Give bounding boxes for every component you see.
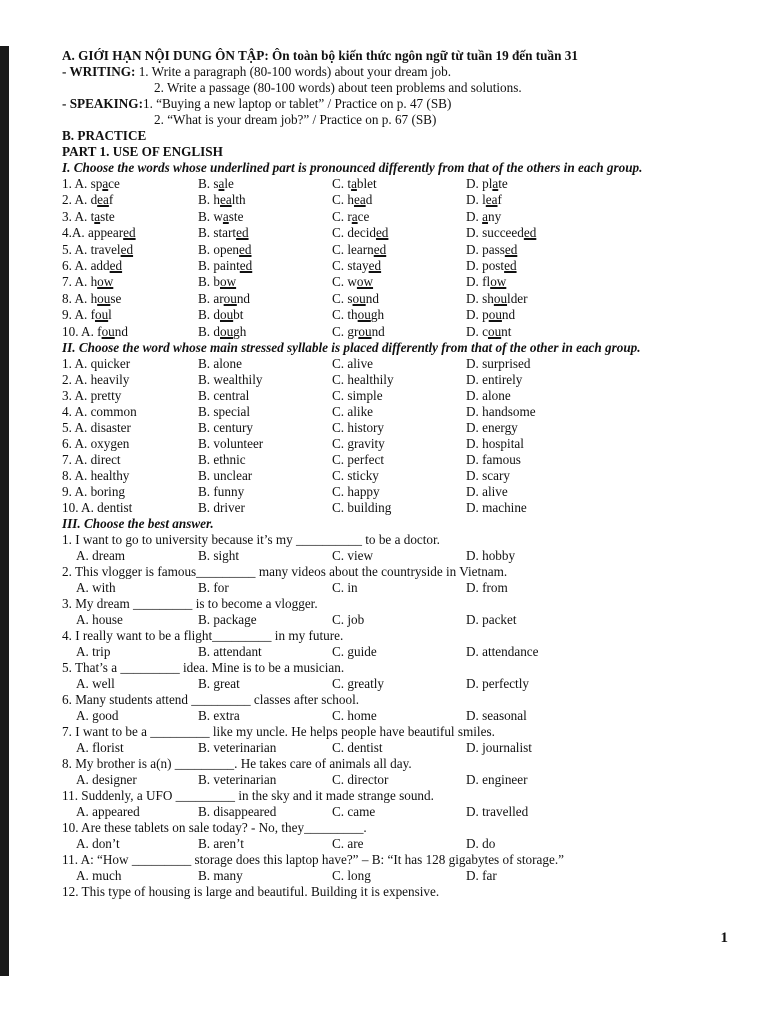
- answer-a: A. appeared: [76, 803, 140, 819]
- answer-c: C. long: [332, 867, 371, 883]
- pronunciation-row: [62, 242, 752, 258]
- option-a: 7. A. direct: [62, 451, 121, 467]
- option-c: C. though: [332, 307, 385, 323]
- stress-row: [62, 468, 752, 484]
- option-a: 5. A. disaster: [62, 419, 131, 435]
- option-d: D. machine: [466, 499, 527, 515]
- question-stem: 11. Suddenly, a UFO _________ in the sky and it made strange sound.: [62, 787, 434, 803]
- scan-border: [0, 46, 9, 976]
- exercise-2-title: II. Choose the word whose main stressed syllable is placed differently from that of the other in each group.: [62, 339, 641, 355]
- answer-b: B. for: [198, 579, 229, 595]
- option-b: B. ethnic: [198, 451, 246, 467]
- option-c: C. history: [332, 419, 385, 435]
- option-a: 3. A. taste: [62, 208, 115, 224]
- stress-row: [62, 356, 752, 372]
- option-a: 9. A. boring: [62, 483, 126, 499]
- option-c: C. learned: [332, 241, 387, 257]
- answer-options: [62, 644, 752, 660]
- answer-b: B. sight: [198, 547, 240, 563]
- option-b: B. started: [198, 225, 249, 241]
- option-d: D. entirely: [466, 371, 523, 387]
- option-b: B. special: [198, 403, 251, 419]
- option-d: D. flow: [466, 274, 507, 290]
- option-d: D. shoulder: [466, 290, 528, 306]
- option-b: B. unclear: [198, 467, 253, 483]
- option-b: B. central: [198, 387, 250, 403]
- question-stem: 1. I want to go to university because it’s my __________ to be a doctor.: [62, 531, 440, 547]
- option-b: B. painted: [198, 257, 253, 273]
- option-c: C. ground: [332, 323, 385, 339]
- option-c: C. race: [332, 208, 370, 224]
- answer-a: A. dream: [76, 547, 126, 563]
- pronunciation-row: [62, 307, 752, 323]
- option-c: C. tablet: [332, 176, 377, 191]
- option-a: 2. A. deaf: [62, 192, 114, 208]
- pronunciation-row: [62, 274, 752, 290]
- pronunciation-row: [62, 258, 752, 274]
- option-a: 4.A. appeared: [62, 225, 136, 241]
- section-a-heading: A. GIỚI HẠN NỘI DUNG ÔN TẬP: Ôn toàn bộ kiến thức ngôn ngữ từ tuần 19 đến tuần 31: [62, 48, 578, 63]
- answer-b: B. many: [198, 867, 243, 883]
- section-b-heading: B. PRACTICE: [62, 128, 147, 143]
- option-b: B. wealthily: [198, 371, 263, 387]
- answer-c: C. came: [332, 803, 376, 819]
- option-d: D. pound: [466, 307, 516, 323]
- answer-c: C. director: [332, 771, 389, 787]
- stress-row: [62, 388, 752, 404]
- option-b: B. driver: [198, 499, 245, 515]
- option-a: 7. A. how: [62, 274, 114, 290]
- answer-options: [62, 868, 752, 884]
- pronunciation-row: [62, 225, 752, 241]
- option-c: C. wow: [332, 274, 374, 290]
- option-b: B. century: [198, 419, 253, 435]
- answer-options: [62, 676, 752, 692]
- answer-c: C. home: [332, 707, 377, 723]
- option-a: 6. A. added: [62, 257, 123, 273]
- answer-d: D. perfectly: [466, 675, 529, 691]
- answer-options: [62, 804, 752, 820]
- answer-b: B. veterinarian: [198, 771, 277, 787]
- option-c: C. stayed: [332, 257, 382, 273]
- question-stem: 10. Are these tablets on sale today? - No, they_________.: [62, 819, 367, 835]
- answer-options: [62, 740, 752, 756]
- answer-a: A. designer: [76, 771, 137, 787]
- option-c: C. building: [332, 499, 392, 515]
- question-12: 12. This type of housing is large and beautiful. Building it is expensive.: [62, 883, 440, 899]
- option-c: C. sticky: [332, 467, 379, 483]
- stress-row: [62, 436, 752, 452]
- option-d: D. famous: [466, 451, 521, 467]
- answer-b: B. veterinarian: [198, 739, 277, 755]
- question-stem: 4. I really want to be a flight_________ in my future.: [62, 627, 344, 643]
- worksheet: [62, 48, 752, 900]
- answer-d: D. far: [466, 867, 497, 883]
- speaking-task-2: 2. “What is your dream job?” / Practice on p. 67 (SB): [154, 112, 437, 127]
- option-d: D. posted: [466, 257, 517, 273]
- stress-row: [62, 372, 752, 388]
- option-c: C. simple: [332, 387, 383, 403]
- answer-d: D. journalist: [466, 739, 532, 755]
- option-d: D. alone: [466, 387, 511, 403]
- answer-c: C. in: [332, 579, 358, 595]
- exercise-2-table: [62, 356, 752, 516]
- option-a: 10. A. dentist: [62, 499, 133, 515]
- stress-row: [62, 452, 752, 468]
- pronunciation-row: [62, 192, 752, 208]
- option-b: B. around: [198, 290, 251, 306]
- pronunciation-row: [62, 324, 752, 340]
- answer-a: A. house: [76, 611, 123, 627]
- option-b: B. funny: [198, 483, 245, 499]
- answer-options: [62, 708, 752, 724]
- answer-options: [62, 836, 752, 852]
- answer-c: C. guide: [332, 643, 377, 659]
- stress-row: [62, 404, 752, 420]
- answer-b: B. extra: [198, 707, 240, 723]
- writing-line-1: [62, 64, 752, 80]
- stress-row: [62, 484, 752, 500]
- exercise-1-title: I. Choose the words whose underlined part is pronounced differently from that of the others in each group.: [62, 160, 643, 175]
- option-b: B. alone: [198, 355, 242, 371]
- option-d: D. leaf: [466, 192, 502, 208]
- answer-d: D. do: [466, 835, 496, 851]
- option-d: D. count: [466, 323, 512, 339]
- page-number: 1: [720, 930, 728, 946]
- answer-b: B. disappeared: [198, 803, 277, 819]
- answer-options: [62, 548, 752, 564]
- answer-a: A. florist: [76, 739, 124, 755]
- answer-c: C. view: [332, 547, 374, 563]
- answer-d: D. travelled: [466, 803, 529, 819]
- answer-d: D. from: [466, 579, 508, 595]
- option-b: B. health: [198, 192, 246, 208]
- writing-task-2: 2. Write a passage (80-100 words) about teen problems and solutions.: [154, 80, 522, 95]
- option-b: B. opened: [198, 241, 252, 257]
- answer-d: D. seasonal: [466, 707, 527, 723]
- option-a: 1. A. quicker: [62, 355, 131, 371]
- question-stem: 7. I want to be a _________ like my uncle. He helps people have beautiful smiles.: [62, 723, 495, 739]
- option-d: D. hospital: [466, 435, 524, 451]
- answer-a: A. much: [76, 867, 122, 883]
- option-a: 2. A. heavily: [62, 371, 130, 387]
- writing-task-1: 1. Write a paragraph (80-100 words) about your dream job.: [138, 64, 452, 79]
- option-a: 5. A. traveled: [62, 241, 134, 257]
- speaking-label: - SPEAKING:: [62, 96, 143, 111]
- option-c: C. sound: [332, 290, 379, 306]
- answer-a: A. with: [76, 579, 116, 595]
- answer-d: D. packet: [466, 611, 517, 627]
- answer-a: A. don’t: [76, 835, 120, 851]
- speaking-line-1: [62, 96, 752, 112]
- answer-d: D. attendance: [466, 643, 539, 659]
- option-c: C. healthily: [332, 371, 394, 387]
- question-stem: 11. A: “How _________ storage does this laptop have?” – B: “It has 128 gigabytes of storage.”: [62, 851, 564, 867]
- answer-options: [62, 612, 752, 628]
- question-stem: 3. My dream _________ is to become a vlogger.: [62, 595, 318, 611]
- option-a: 10. A. found: [62, 323, 128, 339]
- answer-options: [62, 580, 752, 596]
- option-c: C. alive: [332, 355, 374, 371]
- pronunciation-row: [62, 291, 752, 307]
- option-d: D. any: [466, 208, 502, 224]
- option-b: B. doubt: [198, 307, 244, 323]
- answer-options: [62, 772, 752, 788]
- option-c: C. head: [332, 192, 373, 208]
- option-c: C. gravity: [332, 435, 385, 451]
- answer-c: C. job: [332, 611, 365, 627]
- pronunciation-row: [62, 176, 752, 192]
- stress-row: [62, 500, 752, 516]
- option-a: 6. A. oxygen: [62, 435, 130, 451]
- option-c: C. happy: [332, 483, 380, 499]
- option-b: B. dough: [198, 323, 247, 339]
- part-1-heading: PART 1. USE OF ENGLISH: [62, 144, 223, 159]
- option-d: D. surprised: [466, 355, 531, 371]
- option-d: D. plate: [466, 176, 508, 191]
- option-b: B. volunteer: [198, 435, 264, 451]
- option-c: C. perfect: [332, 451, 384, 467]
- answer-b: B. attendant: [198, 643, 262, 659]
- writing-label: - WRITING:: [62, 64, 136, 79]
- option-a: 8. A. healthy: [62, 467, 130, 483]
- answer-b: B. package: [198, 611, 257, 627]
- option-a: 9. A. foul: [62, 307, 112, 323]
- question-stem: 2. This vlogger is famous_________ many videos about the countryside in Vietnam.: [62, 563, 508, 579]
- pronunciation-row: [62, 209, 752, 225]
- answer-b: B. aren’t: [198, 835, 244, 851]
- option-a: 3. A. pretty: [62, 387, 122, 403]
- answer-b: B. great: [198, 675, 240, 691]
- question-stem: 5. That’s a _________ idea. Mine is to be a musician.: [62, 659, 345, 675]
- option-d: D. handsome: [466, 403, 536, 419]
- stress-row: [62, 420, 752, 436]
- option-b: B. waste: [198, 208, 244, 224]
- answer-d: D. engineer: [466, 771, 528, 787]
- option-c: C. alike: [332, 403, 374, 419]
- answer-a: A. trip: [76, 643, 111, 659]
- option-b: B. bow: [198, 274, 237, 290]
- answer-c: C. are: [332, 835, 364, 851]
- answer-d: D. hobby: [466, 547, 516, 563]
- answer-c: C. dentist: [332, 739, 383, 755]
- speaking-task-1: 1. “Buying a new laptop or tablet” / Practice on p. 47 (SB): [142, 96, 452, 111]
- answer-a: A. good: [76, 707, 119, 723]
- option-c: C. decided: [332, 225, 389, 241]
- exercise-3-title: III. Choose the best answer.: [62, 515, 214, 531]
- option-d: D. energy: [466, 419, 518, 435]
- question-stem: 6. Many students attend _________ classes after school.: [62, 691, 360, 707]
- option-d: D. passed: [466, 241, 518, 257]
- answer-c: C. greatly: [332, 675, 385, 691]
- answer-a: A. well: [76, 675, 115, 691]
- option-a: 4. A. common: [62, 403, 137, 419]
- option-a: 8. A. house: [62, 290, 122, 306]
- option-a: 1. A. space: [62, 176, 120, 191]
- option-d: D. scary: [466, 467, 510, 483]
- question-stem: 8. My brother is a(n) _________. He takes care of animals all day.: [62, 755, 412, 771]
- option-b: B. sale: [198, 176, 234, 191]
- option-d: D. succeeded: [466, 225, 537, 241]
- option-d: D. alive: [466, 483, 508, 499]
- exercise-3-questions: [62, 532, 752, 884]
- exercise-1-table: [62, 176, 752, 340]
